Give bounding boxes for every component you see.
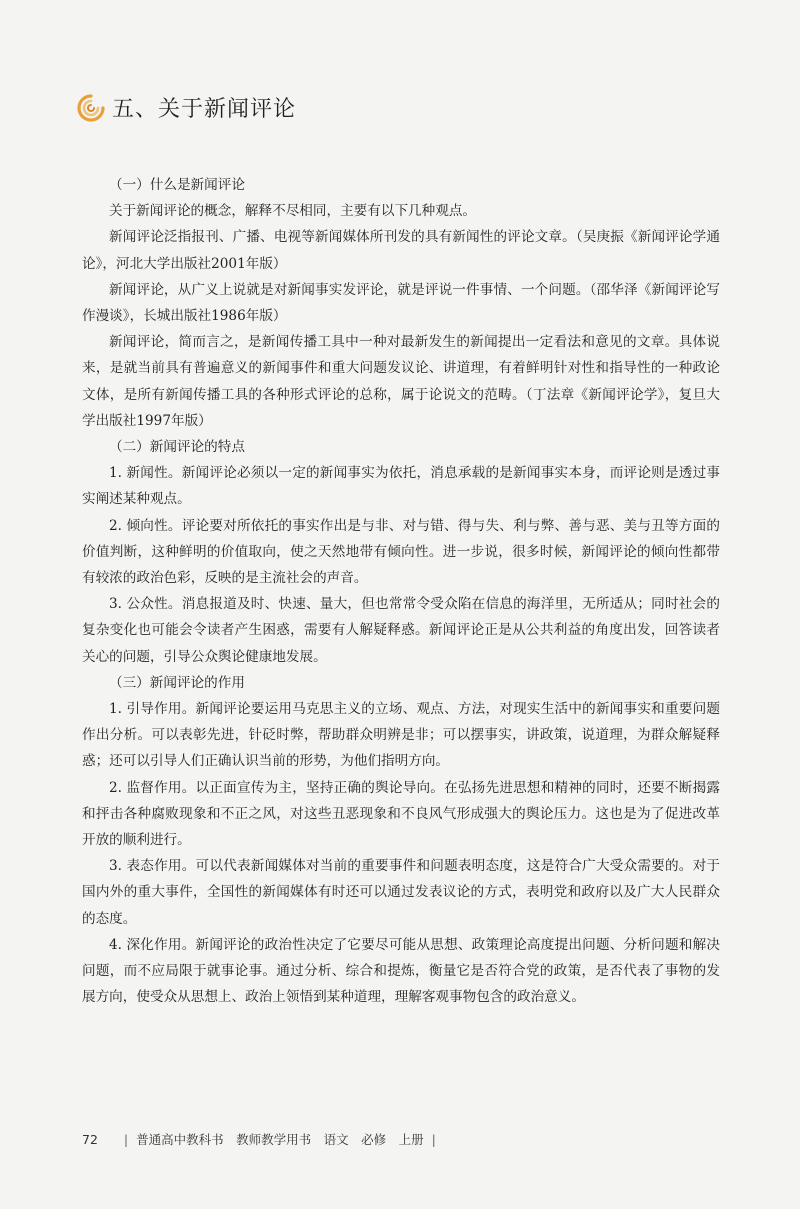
book-series: 普通高中教科书 教师教学用书 语文 必修 上册 <box>136 1132 424 1147</box>
subheading: （二）新闻评论的特点 <box>109 439 245 456</box>
footer-separator: | <box>431 1131 436 1147</box>
subheading: （一）什么是新闻评论 <box>109 177 245 193</box>
paragraph: 2. 倾向性。评论要对所依托的事实作出是与非、对与错、得与失、利与弊、善与恶、美与丑等方面的价值判断，这种鲜明的价值取向，使之天然地带有倾向性。进一步说，很多时候，新闻评论的倾向性都带有较浓的政治色彩，反映的是主流社会的声音。 <box>82 517 720 587</box>
paragraph: 新闻评论，从广义上说就是对新闻事实发评论，就是评说一件事情、一个问题。（邵华泽《新闻评论写作漫谈》，长城出版社1986年版） <box>82 281 720 325</box>
footer-separator: | <box>123 1131 129 1147</box>
paragraph: 关于新闻评论的概念，解释不尽相同，主要有以下几种观点。 <box>109 203 477 220</box>
swirl-icon <box>76 93 106 123</box>
subheading: （三）新闻评论的作用 <box>109 674 245 691</box>
page-footer <box>82 1130 444 1148</box>
paragraph: 4. 深化作用。新闻评论的政治性决定了它要尽可能从思想、政策理论高度提出问题、分析问题和解决问题，而不应局限于就事论事。通过分析、综合和提炼，衡量它是否符合党的政策，是否代表了事物的发展方向，使受众从思想上、政治上领悟到某种道理，理解客观事物包含的政治意义。 <box>82 936 720 1006</box>
body-text <box>82 172 720 1011</box>
page-title: 五、关于新闻评论 <box>112 97 297 122</box>
paragraph: 新闻评论，简而言之，是新闻传播工具中一种对最新发生的新闻提出一定看法和意见的文章。具体说来，是就当前具有普遍意义的新闻事件和重大问题发议论、讲道理，有着鲜明针对性和指导性的一种政论文体，是所有新闻传播工具的各种形式评论的总称，属于论说文的范畴。（丁法章《新闻评论学》，复旦大学出版社1997年版） <box>82 334 720 429</box>
paragraph: 2. 监督作用。以正面宣传为主，坚持正确的舆论导向。在弘扬先进思想和精神的同时，还要不断揭露和抨击各种腐败现象和不正之风，对这些丑恶现象和不良风气形成强大的舆论压力。这也是为了促进改革开放的顺利进行。 <box>82 779 720 849</box>
paragraph: 1. 新闻性。新闻评论必须以一定的新闻事实为依托，消息承载的是新闻事实本身，而评论则是透过事实阐述某种观点。 <box>82 465 720 508</box>
paragraph: 1. 引导作用。新闻评论要运用马克思主义的立场、观点、方法，对现实生活中的新闻事实和重要问题作出分析。可以表彰先进，针砭时弊，帮助群众明辨是非；可以摆事实，讲政策，说道理，为群众解疑释惑；还可以引导人们正确认识当前的形势，为他们指明方向。 <box>82 701 720 770</box>
page-number: 72 <box>82 1131 98 1147</box>
section-heading <box>76 92 296 123</box>
paragraph: 3. 表态作用。可以代表新闻媒体对当前的重要事件和问题表明态度，这是符合广大受众需要的。对于国内外的重大事件，全国性的新闻媒体有时还可以通过发表议论的方式，表明党和政府以及广大人民群众的态度。 <box>82 858 720 927</box>
paragraph: 3. 公众性。消息报道及时、快速、量大，但也常常令受众陷在信息的海洋里，无所适从；同时社会的复杂变化也可能会令读者产生困惑，需要有人解疑释惑。新闻评论正是从公共利益的角度出发，回答读者关心的问题，引导公众舆论健康地发展。 <box>82 596 720 665</box>
paragraph: 新闻评论泛指报刊、广播、电视等新闻媒体所刊发的具有新闻性的评论文章。（吴庚振《新闻评论学通论》，河北大学出版社2001年版） <box>82 229 720 272</box>
